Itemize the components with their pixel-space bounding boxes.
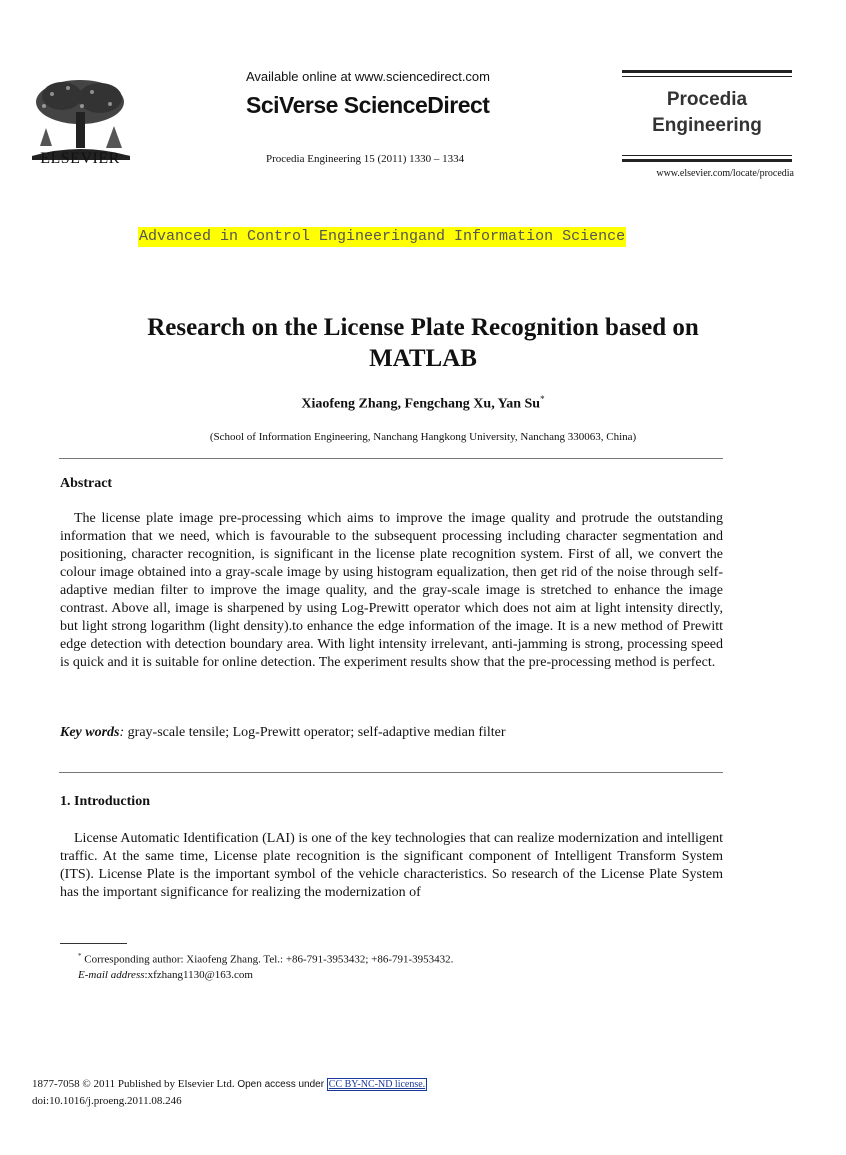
open-access-note: Open access under xyxy=(237,1079,325,1090)
journal-title xyxy=(622,87,792,139)
keywords-line xyxy=(60,724,723,742)
journal-rule-bottom-thin xyxy=(622,155,792,156)
email-label: E-mail address xyxy=(78,969,145,981)
introduction-heading: 1. Introduction xyxy=(60,794,150,809)
author-list xyxy=(40,394,806,413)
author-names: Xiaofeng Zhang, Fengchang Xu, Yan Su xyxy=(301,396,541,412)
footnote-mark: * xyxy=(78,952,82,960)
journal-rule-top-thin xyxy=(622,76,792,77)
email-address[interactable]: :xfzhang1130@163.com xyxy=(144,969,253,981)
license-link[interactable]: CC BY-NC-ND license. xyxy=(328,1079,426,1090)
footnote-corresponding-text: Corresponding author: Xiaofeng Zhang. Tel.: +86-791-3953432; +86-791-3953432. xyxy=(81,953,454,966)
keywords-separator: : xyxy=(119,725,125,740)
footer-copyright-line xyxy=(32,1078,427,1090)
introduction-text: License Automatic Identification (LAI) is one of the key technologies that can realize modernization and intelligent traffic. At the same time, License plate recognition is the significant component of Intelligent Transform System (ITS). License Plate is the important symbol of the vehicle characteristics. So research of the License Plate System has the important significance for realizing the modernization of xyxy=(60,831,723,900)
journal-rule-top-thick xyxy=(622,70,792,73)
journal-citation: Procedia Engineering 15 (2011) 1330 – 1334 xyxy=(266,153,465,165)
keywords-label: Key words xyxy=(60,725,120,740)
journal-rule-bottom-thick xyxy=(622,159,792,162)
journal-title-line2: Engineering xyxy=(652,115,762,136)
platform-logo-text: SciVerse ScienceDirect xyxy=(246,92,490,118)
author-affiliation: (School of Information Engineering, Nanchang Hangkong University, Nanchang 330063, China) xyxy=(209,431,637,443)
doi[interactable]: doi:10.1016/j.proeng.2011.08.246 xyxy=(32,1095,182,1107)
journal-url[interactable]: www.elsevier.com/locate/procedia xyxy=(656,168,794,179)
journal-title-line1: Procedia xyxy=(666,89,748,110)
footnote-corresponding xyxy=(78,952,453,966)
footnote-email xyxy=(78,969,253,981)
abstract-text: The license plate image pre-processing which aims to improve the image quality and protrude the outstanding information that we need, which is favourable to the subsequent processing including character segmentation and positioning, character recognition, is significant in the license plate recognition system. First of all, we convert the colour image obtained into a gray-scale image by using histogram equalization, then get rid of the noise through self-adaptive median filter to improve the image quality, and the gray-scale image is stretched to enhance the image contrast. Above all, image is sharpened by using Log-Prewitt operator which does not aim at light intensity directly, but light strong logarithm (light density).to enhance the edge information of the image. It is a new method of Prewitt edge detection with detection boundary area. With light intensity irrelevant, anti-jamming is strong, processing speed is quick and it is suitable for online detection. The experiment results show that the pre-processing method is perfect. xyxy=(60,511,723,670)
footnote-rule xyxy=(60,943,127,944)
article-title-line1: Research on the License Plate Recognition based on xyxy=(147,314,699,341)
available-online-note: Available online at www.sciencedirect.com xyxy=(246,69,490,84)
copyright-text: 1877-7058 © 2011 Published by Elsevier Ltd. xyxy=(32,1078,235,1090)
abstract-heading: Abstract xyxy=(60,476,113,491)
conference-banner: Advanced in Control Engineeringand Information Science xyxy=(139,228,626,245)
divider-top xyxy=(59,458,723,459)
corresponding-author-mark[interactable]: * xyxy=(540,394,545,404)
keywords-text: gray-scale tensile; Log-Prewitt operator; self-adaptive median filter xyxy=(124,725,506,740)
publisher-name: ELSEVIER xyxy=(40,150,120,167)
article-title-line2: MATLAB xyxy=(369,345,477,372)
divider-bottom xyxy=(59,772,723,773)
article-title xyxy=(40,312,806,374)
